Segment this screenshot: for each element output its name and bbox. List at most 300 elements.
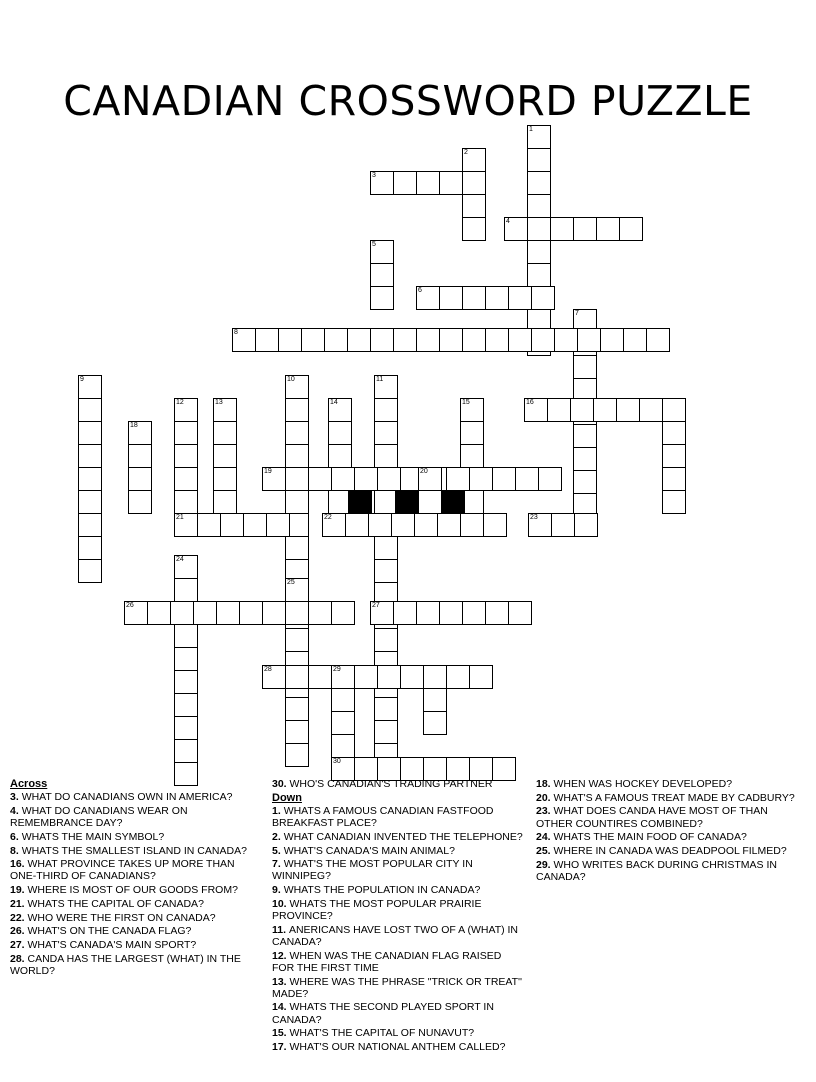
grid-cell[interactable] <box>345 513 369 537</box>
grid-cell[interactable] <box>527 125 551 149</box>
grid-cell[interactable] <box>301 328 325 352</box>
cell-number: 9 <box>80 376 84 383</box>
cell-number: 30 <box>333 758 341 765</box>
grid-cell[interactable] <box>374 720 398 744</box>
clue-item <box>272 1041 526 1053</box>
clue-number: 21. <box>10 897 28 910</box>
grid-cell[interactable] <box>213 490 237 514</box>
clue-number: 9. <box>272 884 284 897</box>
grid-cell[interactable] <box>213 398 237 422</box>
grid-cell[interactable] <box>285 720 309 744</box>
clue-number: 17. <box>272 1041 290 1054</box>
grid-cell[interactable] <box>285 578 309 602</box>
grid-cell[interactable] <box>324 328 348 352</box>
grid-cell[interactable] <box>78 513 102 537</box>
grid-cell[interactable] <box>551 513 575 537</box>
grid-cell[interactable] <box>128 467 152 491</box>
grid-cell[interactable] <box>331 688 355 712</box>
grid-cell[interactable] <box>243 513 267 537</box>
grid-cell[interactable] <box>577 328 601 352</box>
grid-cell[interactable] <box>370 263 394 287</box>
grid-cell[interactable] <box>285 490 309 514</box>
grid-cell[interactable] <box>377 467 401 491</box>
grid-cell[interactable] <box>469 467 493 491</box>
clue-number: 26. <box>10 925 28 938</box>
grid-cell[interactable] <box>78 398 102 422</box>
clue-text: WHATS THE MOST POPULAR PRAIRIE PROVINCE? <box>272 897 482 923</box>
clue-item <box>10 925 262 937</box>
grid-cell[interactable] <box>262 665 286 689</box>
grid-cell[interactable] <box>391 513 415 537</box>
grid-cell[interactable] <box>573 447 597 471</box>
grid-cell[interactable] <box>485 328 509 352</box>
grid-cell[interactable] <box>527 148 551 172</box>
grid-cell[interactable] <box>460 421 484 445</box>
clue-number: 6. <box>10 830 22 843</box>
cell-number: 16 <box>526 399 534 406</box>
grid-cell[interactable] <box>462 194 486 218</box>
grid-cell[interactable] <box>662 467 686 491</box>
clue-text: WHAT PROVINCE TAKES UP MORE THAN ONE-THIRD OF CANADIANS? <box>10 858 235 883</box>
grid-cell[interactable] <box>416 171 440 195</box>
clue-item <box>272 831 526 843</box>
grid-cell[interactable] <box>78 375 102 399</box>
clue-text: WHAT DOES CANDA HAVE MOST OF THAN OTHER COUNTIRES COMBINED? <box>536 805 768 830</box>
clue-item <box>272 950 526 974</box>
grid-cell[interactable] <box>462 171 486 195</box>
grid-cell[interactable] <box>527 217 551 241</box>
grid-cell[interactable] <box>308 601 332 625</box>
clue-item <box>10 898 262 910</box>
crossword-grid[interactable] <box>0 125 816 770</box>
grid-cell[interactable] <box>216 601 240 625</box>
grid-cell[interactable] <box>662 398 686 422</box>
grid-cell[interactable] <box>508 286 532 310</box>
grid-cell[interactable] <box>485 286 509 310</box>
grid-cell[interactable] <box>485 601 509 625</box>
grid-cell[interactable] <box>573 217 597 241</box>
grid-cell[interactable] <box>573 470 597 494</box>
grid-block <box>348 490 372 514</box>
clue-number: 12. <box>272 949 290 962</box>
grid-cell[interactable] <box>662 421 686 445</box>
cell-number: 1 <box>529 126 533 133</box>
clue-number: 1. <box>272 804 284 817</box>
grid-cell[interactable] <box>331 467 355 491</box>
grid-cell[interactable] <box>331 711 355 735</box>
clue-text: WHATS THE MAIN FOOD OF CANADA? <box>553 831 747 844</box>
grid-block <box>395 490 419 514</box>
clue-number: 16. <box>10 858 28 871</box>
clue-item <box>272 845 526 857</box>
grid-cell[interactable] <box>462 286 486 310</box>
clue-item <box>10 831 262 843</box>
grid-cell[interactable] <box>174 490 198 514</box>
clue-number: 11. <box>272 923 289 936</box>
clue-text: WHERE IN CANADA WAS DEADPOOL FILMED? <box>553 845 787 858</box>
grid-cell[interactable] <box>400 665 424 689</box>
grid-cell[interactable] <box>220 513 244 537</box>
clue-number: 5. <box>272 844 284 857</box>
clue-number: 28. <box>10 952 28 965</box>
clue-text: WHERE IS MOST OF OUR GOODS FROM? <box>27 884 238 897</box>
grid-cell[interactable] <box>439 328 463 352</box>
grid-cell[interactable] <box>554 328 578 352</box>
clue-item <box>10 845 262 857</box>
clue-number: 19. <box>10 884 28 897</box>
across-clue-list-part1 <box>10 791 262 977</box>
grid-cell[interactable] <box>285 536 309 560</box>
grid-cell[interactable] <box>147 601 171 625</box>
grid-cell[interactable] <box>508 601 532 625</box>
clue-number: 25. <box>536 845 554 858</box>
grid-cell[interactable] <box>128 421 152 445</box>
grid-cell[interactable] <box>423 688 447 712</box>
clue-number: 18. <box>536 778 554 790</box>
clue-item <box>272 1027 526 1039</box>
grid-cell[interactable] <box>374 697 398 721</box>
grid-cell[interactable] <box>531 286 555 310</box>
grid-cell[interactable] <box>370 286 394 310</box>
grid-cell[interactable] <box>285 375 309 399</box>
grid-cell[interactable] <box>527 171 551 195</box>
clue-text: WHATS A FAMOUS CANADIAN FASTFOOD BREAKFAST PLACE? <box>272 804 494 830</box>
grid-cell[interactable] <box>370 328 394 352</box>
clue-number: 3. <box>10 791 22 804</box>
clue-item <box>10 884 262 896</box>
grid-cell[interactable] <box>596 217 620 241</box>
clue-text: WHATS THE MAIN SYMBOL? <box>21 830 165 843</box>
grid-cell[interactable] <box>78 490 102 514</box>
cell-number: 12 <box>176 399 184 406</box>
clue-number: 2. <box>272 830 284 843</box>
grid-cell[interactable] <box>646 328 670 352</box>
grid-cell[interactable] <box>285 697 309 721</box>
grid-cell[interactable] <box>213 467 237 491</box>
grid-cell[interactable] <box>423 665 447 689</box>
clue-number: 22. <box>10 911 28 924</box>
clue-text: WHO'S CANADIAN'S TRADING PARTNER <box>289 778 493 790</box>
grid-cell[interactable] <box>439 171 463 195</box>
clue-item <box>536 792 800 804</box>
grid-cell[interactable] <box>347 328 371 352</box>
clue-item <box>536 805 800 829</box>
grid-cell[interactable] <box>78 467 102 491</box>
grid-block <box>441 490 465 514</box>
grid-cell[interactable] <box>439 601 463 625</box>
cell-number: 19 <box>264 468 272 475</box>
grid-cell[interactable] <box>174 398 198 422</box>
grid-cell[interactable] <box>174 578 198 602</box>
clue-item <box>536 778 800 790</box>
grid-cell[interactable] <box>462 217 486 241</box>
grid-cell[interactable] <box>377 665 401 689</box>
grid-cell[interactable] <box>570 398 594 422</box>
grid-cell[interactable] <box>239 601 263 625</box>
cell-number: 13 <box>215 399 223 406</box>
grid-cell[interactable] <box>460 444 484 468</box>
grid-cell[interactable] <box>374 628 398 652</box>
clue-text: WHATS THE SECOND PLAYED SPORT IN CANADA? <box>272 1001 494 1026</box>
grid-cell[interactable] <box>527 240 551 264</box>
grid-cell[interactable] <box>573 355 597 379</box>
grid-cell[interactable] <box>331 665 355 689</box>
cell-number: 15 <box>462 399 470 406</box>
cell-number: 26 <box>126 602 134 609</box>
clue-text: WHAT DO CANADIANS OWN IN AMERICA? <box>21 791 233 804</box>
clue-text: WHO WERE THE FIRST ON CANADA? <box>27 911 216 924</box>
across-heading: Across <box>10 778 48 790</box>
clues-column-3 <box>536 778 800 885</box>
grid-cell[interactable] <box>174 647 198 671</box>
cell-number: 7 <box>575 310 579 317</box>
grid-cell[interactable] <box>639 398 663 422</box>
grid-cell[interactable] <box>528 513 552 537</box>
grid-cell[interactable] <box>414 513 438 537</box>
grid-cell[interactable] <box>462 601 486 625</box>
grid-cell[interactable] <box>662 444 686 468</box>
grid-cell[interactable] <box>538 467 562 491</box>
grid-cell[interactable] <box>197 513 221 537</box>
grid-cell[interactable] <box>531 328 555 352</box>
grid-cell[interactable] <box>354 665 378 689</box>
grid-cell[interactable] <box>393 328 417 352</box>
grid-cell[interactable] <box>370 171 394 195</box>
clue-item <box>536 845 800 857</box>
clue-item <box>10 858 262 882</box>
cell-number: 25 <box>287 579 295 586</box>
grid-cell[interactable] <box>460 398 484 422</box>
grid-cell[interactable] <box>483 513 507 537</box>
clue-number: 15. <box>272 1027 290 1040</box>
grid-cell[interactable] <box>550 217 574 241</box>
grid-cell[interactable] <box>374 421 398 445</box>
grid-cell[interactable] <box>423 711 447 735</box>
clue-number: 4. <box>10 804 22 817</box>
grid-cell[interactable] <box>437 513 461 537</box>
grid-cell[interactable] <box>285 467 309 491</box>
clue-text: WHAT'S CANADA'S MAIN ANIMAL? <box>283 844 455 857</box>
grid-cell[interactable] <box>416 286 440 310</box>
clue-item <box>536 831 800 843</box>
grid-cell[interactable] <box>662 490 686 514</box>
cell-number: 10 <box>287 376 295 383</box>
clues-column-2 <box>272 778 526 1055</box>
grid-cell[interactable] <box>354 467 378 491</box>
grid-cell[interactable] <box>124 601 148 625</box>
clue-text: WHEN WAS THE CANADIAN FLAG RAISED FOR THE FIRST TIME <box>272 949 502 974</box>
grid-cell[interactable] <box>370 601 394 625</box>
down-clue-list-part1 <box>272 805 526 1053</box>
grid-cell[interactable] <box>285 743 309 767</box>
grid-cell[interactable] <box>174 467 198 491</box>
cell-number: 2 <box>464 149 468 156</box>
grid-cell[interactable] <box>128 444 152 468</box>
cell-number: 29 <box>333 666 341 673</box>
grid-cell[interactable] <box>285 398 309 422</box>
clue-item <box>272 778 526 790</box>
clue-number: 27. <box>10 938 28 951</box>
grid-cell[interactable] <box>170 601 194 625</box>
grid-cell[interactable] <box>574 513 598 537</box>
clue-item <box>10 953 262 977</box>
cell-number: 20 <box>420 468 428 475</box>
cell-number: 24 <box>176 556 184 563</box>
cell-number: 14 <box>330 399 338 406</box>
grid-cell[interactable] <box>462 148 486 172</box>
clue-text: WHAT'S CANADA'S MAIN SPORT? <box>27 938 197 951</box>
grid-cell[interactable] <box>285 601 309 625</box>
grid-cell[interactable] <box>174 513 198 537</box>
grid-cell[interactable] <box>285 665 309 689</box>
grid-cell[interactable] <box>328 421 352 445</box>
grid-cell[interactable] <box>174 555 198 579</box>
cell-number: 22 <box>324 514 332 521</box>
grid-cell[interactable] <box>446 665 470 689</box>
grid-cell[interactable] <box>174 624 198 648</box>
grid-cell[interactable] <box>368 513 392 537</box>
clue-text: WHATS THE POPULATION IN CANADA? <box>283 884 481 897</box>
cell-number: 3 <box>372 172 376 179</box>
grid-cell[interactable] <box>285 628 309 652</box>
grid-cell[interactable] <box>322 513 346 537</box>
grid-cell[interactable] <box>593 398 617 422</box>
grid-cell[interactable] <box>393 601 417 625</box>
grid-cell[interactable] <box>524 398 548 422</box>
grid-cell[interactable] <box>174 421 198 445</box>
grid-cell[interactable] <box>328 398 352 422</box>
clue-text: CANDA HAS THE LARGEST (WHAT) IN THE WORLD? <box>10 952 241 977</box>
clue-number: 20. <box>536 791 554 804</box>
clue-text: WHAT'S ON THE CANADA FLAG? <box>27 925 192 938</box>
grid-cell[interactable] <box>174 693 198 717</box>
grid-cell[interactable] <box>619 217 643 241</box>
grid-cell[interactable] <box>262 601 286 625</box>
grid-cell[interactable] <box>331 734 355 758</box>
grid-cell[interactable] <box>416 601 440 625</box>
cell-number: 28 <box>264 666 272 673</box>
grid-cell[interactable] <box>328 444 352 468</box>
cell-number: 27 <box>372 602 380 609</box>
grid-cell[interactable] <box>600 328 624 352</box>
cell-number: 8 <box>234 329 238 336</box>
grid-cell[interactable] <box>128 490 152 514</box>
grid-cell[interactable] <box>573 424 597 448</box>
clue-number: 10. <box>272 897 290 910</box>
down-heading: Down <box>272 791 302 804</box>
grid-cell[interactable] <box>174 670 198 694</box>
grid-cell[interactable] <box>193 601 217 625</box>
grid-cell[interactable] <box>527 194 551 218</box>
grid-cell[interactable] <box>213 421 237 445</box>
grid-cell[interactable] <box>616 398 640 422</box>
grid-cell[interactable] <box>370 240 394 264</box>
clue-item <box>272 924 526 948</box>
grid-cell[interactable] <box>78 421 102 445</box>
clues-column-1 <box>10 778 262 979</box>
grid-cell[interactable] <box>308 467 332 491</box>
grid-cell[interactable] <box>393 171 417 195</box>
clue-number: 8. <box>10 844 22 857</box>
clue-text: WHAT'S A FAMOUS TREAT MADE BY CADBURY? <box>553 791 795 804</box>
grid-cell[interactable] <box>374 536 398 560</box>
clue-text: WHATS THE CAPITAL OF CANADA? <box>27 897 204 910</box>
clue-item <box>272 858 526 882</box>
cell-number: 4 <box>506 218 510 225</box>
grid-cell[interactable] <box>174 444 198 468</box>
clue-text: WHEN WAS HOCKEY DEVELOPED? <box>553 778 733 790</box>
grid-cell[interactable] <box>418 467 442 491</box>
clue-item <box>10 912 262 924</box>
clue-text: ANERICANS HAVE LOST TWO OF A (WHAT) IN CANADA? <box>272 923 519 948</box>
grid-cell[interactable] <box>460 513 484 537</box>
grid-cell[interactable] <box>78 536 102 560</box>
grid-cell[interactable] <box>547 398 571 422</box>
grid-cell[interactable] <box>462 328 486 352</box>
clue-text: WHAT CANADIAN INVENTED THE TELEPHONE? <box>283 830 523 843</box>
grid-cell[interactable] <box>331 601 355 625</box>
clue-item <box>272 976 526 1000</box>
page-title: CANADIAN CROSSWORD PUZZLE <box>63 77 753 126</box>
grid-cell[interactable] <box>504 217 528 241</box>
cell-number: 21 <box>176 514 184 521</box>
grid-cell[interactable] <box>508 328 532 352</box>
grid-cell[interactable] <box>285 444 309 468</box>
grid-cell[interactable] <box>527 263 551 287</box>
grid-cell[interactable] <box>374 559 398 583</box>
grid-cell[interactable] <box>255 328 279 352</box>
clues-section <box>10 778 806 1078</box>
clue-number: 14. <box>272 1001 290 1014</box>
clue-text: WHO WRITES BACK DURING CHRISTMAS IN CANADA? <box>536 858 777 883</box>
grid-cell[interactable] <box>469 665 493 689</box>
grid-cell[interactable] <box>492 467 516 491</box>
clue-text: WHATS THE SMALLEST ISLAND IN CANADA? <box>21 844 247 857</box>
grid-cell[interactable] <box>266 513 290 537</box>
across-clue-list-part2 <box>272 778 526 790</box>
grid-cell[interactable] <box>174 739 198 763</box>
grid-cell[interactable] <box>439 286 463 310</box>
clue-item <box>536 859 800 883</box>
grid-cell[interactable] <box>78 559 102 583</box>
grid-cell[interactable] <box>374 398 398 422</box>
clue-number: 30. <box>272 778 290 790</box>
grid-cell[interactable] <box>416 328 440 352</box>
grid-cell[interactable] <box>374 444 398 468</box>
grid-cell[interactable] <box>308 665 332 689</box>
cell-number: 11 <box>376 376 384 383</box>
grid-cell[interactable] <box>374 375 398 399</box>
grid-cell[interactable] <box>446 467 470 491</box>
grid-cell[interactable] <box>623 328 647 352</box>
clue-item <box>272 1001 526 1025</box>
grid-cell[interactable] <box>174 716 198 740</box>
grid-cell[interactable] <box>232 328 256 352</box>
clue-item <box>10 791 262 803</box>
grid-cell[interactable] <box>278 328 302 352</box>
grid-cell[interactable] <box>262 467 286 491</box>
grid-cell[interactable] <box>285 421 309 445</box>
clue-text: WHAT'S THE MOST POPULAR CITY IN WINNIPEG? <box>272 858 473 883</box>
clue-item <box>272 898 526 922</box>
cell-number: 6 <box>418 287 422 294</box>
cell-number: 23 <box>530 514 538 521</box>
clue-item <box>10 805 262 829</box>
grid-cell[interactable] <box>515 467 539 491</box>
grid-cell[interactable] <box>213 444 237 468</box>
grid-cell[interactable] <box>78 444 102 468</box>
clue-number: 29. <box>536 858 554 871</box>
